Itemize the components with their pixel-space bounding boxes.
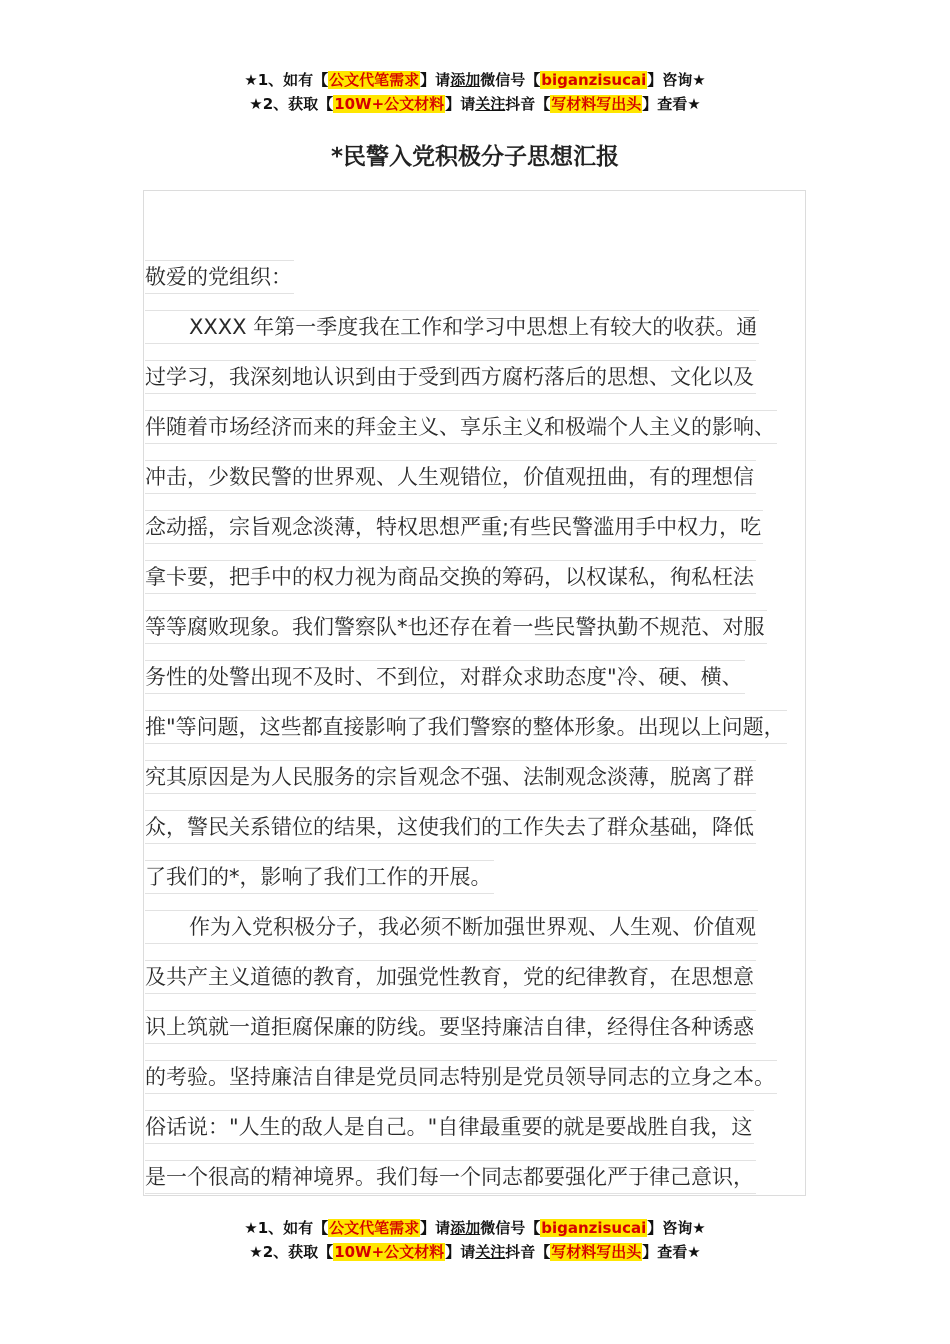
promo-line-2: ★2、获取【10W+公文材料】请关注抖音【写材料写出头】查看★ [249, 1243, 701, 1261]
wechat-id: biganzisucai [541, 71, 647, 89]
text-line: 冲击，少数民警的世界观、人生观错位，价值观扭曲，有的理想信 [145, 460, 845, 510]
material-highlight: 10W+公文材料 [334, 1243, 445, 1261]
text-line: 众，警民关系错位的结果，这使我们的工作失去了群众基础，降低 [145, 810, 845, 860]
service-highlight: 公文代笔需求 [329, 71, 420, 89]
text-line: 过学习，我深刻地认识到由于受到西方腐朽落后的思想、文化以及 [145, 360, 845, 410]
text-line: 识上筑就一道拒腐保廉的防线。要坚持廉洁自律，经得住各种诱惑 [145, 1010, 845, 1060]
douyin-account: 写材料写出头 [551, 95, 642, 113]
text-line: 拿卡要，把手中的权力视为商品交换的筹码，以权谋私，徇私枉法 [145, 560, 845, 610]
text-line: 等等腐败现象。我们警察队*也还存在着一些民警执勤不规范、对服 [145, 610, 845, 660]
text-line: 作为入党积极分子，我必须不断加强世界观、人生观、价值观 [145, 910, 845, 960]
promo-line-1: ★1、如有【公文代笔需求】请添加微信号【biganzisucai】咨询★ [244, 1219, 706, 1237]
promo-line-1: ★1、如有【公文代笔需求】请添加微信号【biganzisucai】咨询★ [244, 71, 706, 89]
text-line: 伴随着市场经济而来的拜金主义、享乐主义和极端个人主义的影响、 [145, 410, 845, 460]
text-line: XXXX 年第一季度我在工作和学习中思想上有较大的收获。通 [145, 310, 845, 360]
promo-banner-bottom [0, 1216, 950, 1264]
wechat-id: biganzisucai [541, 1219, 647, 1237]
douyin-account: 写材料写出头 [551, 1243, 642, 1261]
service-highlight: 公文代笔需求 [329, 1219, 420, 1237]
document-body [145, 260, 845, 1210]
text-line: 敬爱的党组织： [145, 260, 845, 310]
text-line: 的考验。坚持廉洁自律是党员同志特别是党员领导同志的立身之本。 [145, 1060, 845, 1110]
text-line: 俗话说："人生的敌人是自己。"自律最重要的就是要战胜自我，这 [145, 1110, 845, 1160]
text-line: 念动摇，宗旨观念淡薄，特权思想严重;有些民警滥用手中权力，吃 [145, 510, 845, 560]
text-line: 务性的处警出现不及时、不到位，对群众求助态度"冷、硬、横、 [145, 660, 845, 710]
text-line: 是一个很高的精神境界。我们每一个同志都要强化严于律己意识， [145, 1160, 845, 1210]
promo-banner-top [0, 68, 950, 116]
text-line: 了我们的*，影响了我们工作的开展。 [145, 860, 845, 910]
document-title: *民警入党积极分子思想汇报 [330, 144, 620, 170]
promo-line-2: ★2、获取【10W+公文材料】请关注抖音【写材料写出头】查看★ [249, 95, 701, 113]
material-highlight: 10W+公文材料 [334, 95, 445, 113]
text-line: 及共产主义道德的教育，加强党性教育，党的纪律教育，在思想意 [145, 960, 845, 1010]
text-line: 推"等问题，这些都直接影响了我们警察的整体形象。出现以上问题， [145, 710, 845, 760]
text-line: 究其原因是为人民服务的宗旨观念不强、法制观念淡薄，脱离了群 [145, 760, 845, 810]
